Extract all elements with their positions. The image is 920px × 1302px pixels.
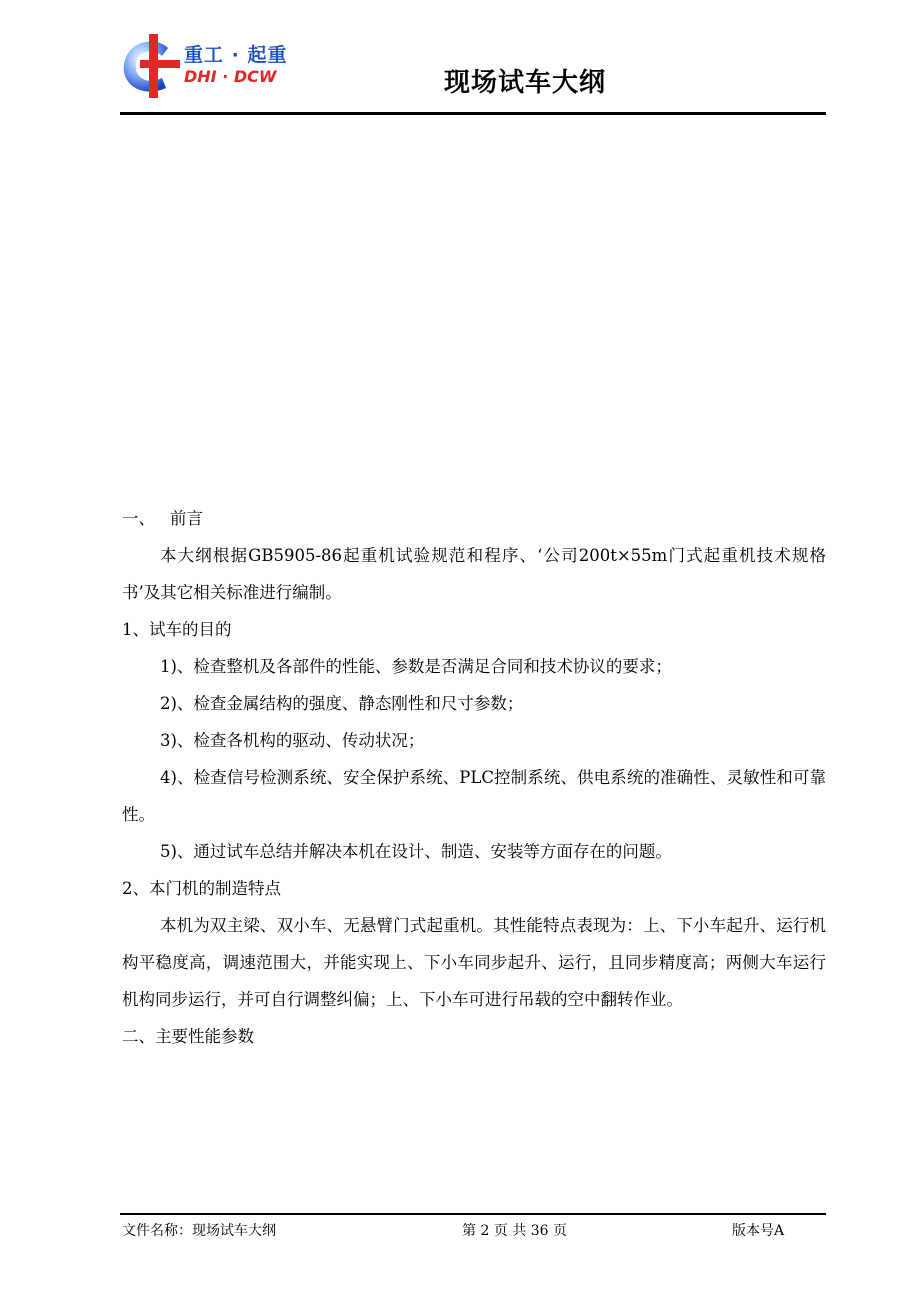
section-heading-parameters: 二、主要性能参数 xyxy=(122,1027,254,1046)
document-body xyxy=(122,500,826,1055)
subheading-purpose: 1、试车的目的 xyxy=(122,620,232,639)
logo-english-text: DHI · DCW xyxy=(184,67,277,86)
section-heading-preface xyxy=(122,500,826,537)
page-header-title: 现场试车大纲 xyxy=(444,68,607,98)
footer-divider xyxy=(120,1213,826,1215)
list-item: 4)、检查信号检测系统、安全保护系统、PLC控制系统、供电系统的准确性、灵敏性和可靠性。 xyxy=(122,768,826,824)
logo-mark-icon xyxy=(118,30,188,102)
footer-version: 版本号A xyxy=(732,1223,785,1239)
header-divider xyxy=(120,112,826,115)
list-item: 1)、检查整机及各部件的性能、参数是否满足合同和技术协议的要求； xyxy=(160,657,672,676)
footer-filename: 文件名称：现场试车大纲 xyxy=(122,1223,276,1239)
intro-paragraph: 本大纲根据GB5905-86起重机试验规范和程序、‘公司200t×55m门式起重机技术规格书’及其它相关标准进行编制。 xyxy=(122,546,826,602)
list-item: 3)、检查各机构的驱动、传动状况； xyxy=(160,731,425,750)
logo-chinese-text: 重工 · 起重 xyxy=(184,44,288,66)
list-item: 2)、检查金属结构的强度、静态刚性和尺寸参数； xyxy=(160,694,524,713)
list-item: 5)、通过试车总结并解决本机在设计、制造、安装等方面存在的问题。 xyxy=(160,842,672,861)
subheading-features: 2、本门机的制造特点 xyxy=(122,879,281,898)
section-title: 前言 xyxy=(170,509,203,528)
features-paragraph: 本机为双主梁、双小车、无悬臂门式起重机。其性能特点表现为：上、下小车起升、运行机构平稳度高，调速范围大，并能实现上、下小车同步起升、运行，且同步精度高；两侧大车运行机构同步运行，并可自行调整纠偏；上、下小车可进行吊载的空中翻转作业。 xyxy=(122,916,826,1009)
section-number: 一、 xyxy=(122,509,155,528)
company-logo xyxy=(118,30,308,102)
footer-page-number: 第 2 页 共 36 页 xyxy=(462,1223,567,1239)
